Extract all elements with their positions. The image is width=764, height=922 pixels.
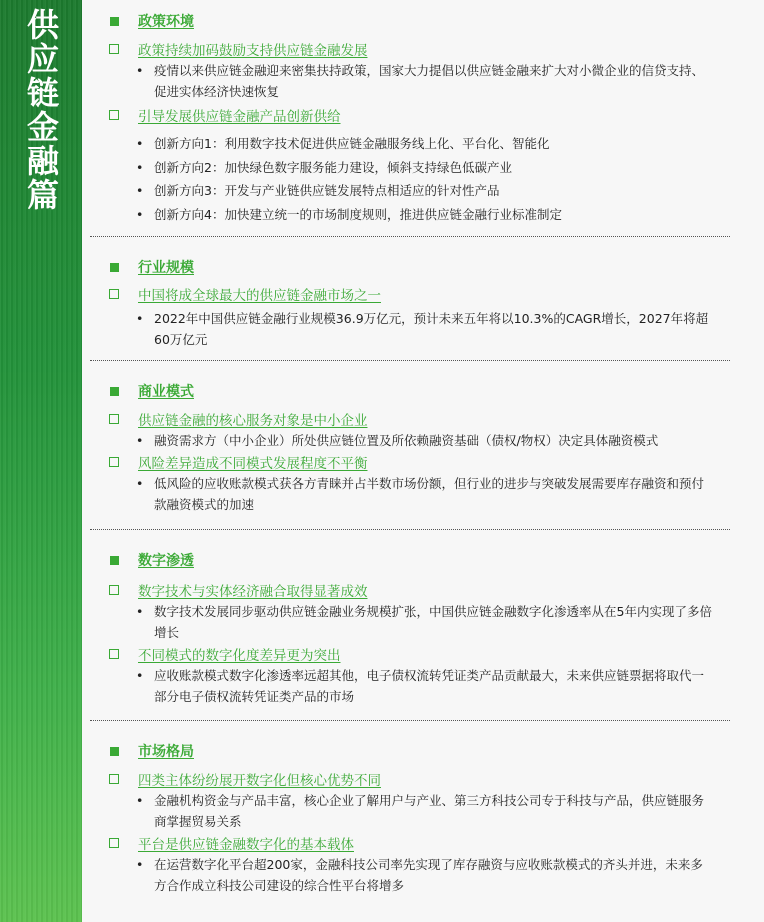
section-market-landscape xyxy=(108,740,714,896)
bullet-icon: • xyxy=(136,311,144,326)
sidebar xyxy=(0,0,82,922)
list-item: • 创新方向1：利用数字技术促进供应链金融服务线上化、平台化、智能化 xyxy=(136,132,714,156)
filled-square-icon xyxy=(110,556,119,565)
subheading-title: 数字技术与实体经济融合取得显著成效 xyxy=(138,584,368,600)
subheading xyxy=(108,643,714,665)
list-item: • 创新方向3：开发与产业链供应链发展特点相适应的针对性产品 xyxy=(136,179,714,203)
bullet-icon: • xyxy=(136,604,144,619)
section-title: 市场格局 xyxy=(138,744,194,760)
list-item: • 创新方向2：加快绿色数字服务能力建设，倾斜支持绿色低碳产业 xyxy=(136,156,714,180)
list-item: • 融资需求方（中小企业）所处供应链位置及所依赖融资基础（债权/物权）决定具体融资模式 xyxy=(136,430,714,451)
list-item: • 疫情以来供应链金融迎来密集扶持政策，国家大力提倡以供应链金融来扩大对小微企业的信贷支持、促进实体经济快速恢复 xyxy=(136,60,714,102)
subheading xyxy=(108,451,714,473)
section-title: 政策环境 xyxy=(138,14,194,30)
hollow-square-icon xyxy=(109,44,119,54)
filled-square-icon xyxy=(110,747,119,756)
bullet-icon: • xyxy=(136,159,144,175)
bullet-icon: • xyxy=(136,433,144,448)
section-divider xyxy=(90,236,730,237)
subheading xyxy=(108,38,714,60)
hollow-square-icon xyxy=(109,110,119,120)
section-title: 商业模式 xyxy=(138,384,194,400)
section-title: 行业规模 xyxy=(138,260,194,276)
section-policy xyxy=(108,10,714,226)
subheading-title: 中国将成全球最大的供应链金融市场之一 xyxy=(138,288,381,304)
hollow-square-icon xyxy=(109,774,119,784)
section-heading xyxy=(108,740,714,762)
list-item: • 2022年中国供应链金融行业规模36.9万亿元，预计未来五年将以10.3%的CAGR增长，2027年将超60万亿元 xyxy=(136,308,714,350)
hollow-square-icon xyxy=(109,838,119,848)
subheading-title: 四类主体纷纷展开数字化但核心优势不同 xyxy=(138,773,381,789)
bullet-icon: • xyxy=(136,476,144,491)
list-item: • 数字技术发展同步驱动供应链金融业务规模扩张，中国供应链金融数字化渗透率从在5年内实现了多倍增长 xyxy=(136,601,714,643)
subheading xyxy=(108,832,714,854)
filled-square-icon xyxy=(110,263,119,272)
subheading-title: 引导发展供应链金融产品创新供给 xyxy=(138,109,341,125)
bullet-icon: • xyxy=(136,63,144,78)
subheading-title: 供应链金融的核心服务对象是中小企业 xyxy=(138,413,368,429)
subheading xyxy=(108,104,714,126)
section-scale xyxy=(108,256,714,350)
subheading xyxy=(108,579,714,601)
subheading-title: 政策持续加码鼓励支持供应链金融发展 xyxy=(138,43,368,59)
section-divider xyxy=(90,529,730,530)
bullet-icon: • xyxy=(136,793,144,808)
list-item: • 在运营数字化平台超200家，金融科技公司率先实现了库存融资与应收账款模式的齐头并进，未来多方合作成立科技公司建设的综合性平台将增多 xyxy=(136,854,714,896)
section-heading xyxy=(108,380,714,402)
filled-square-icon xyxy=(110,17,119,26)
section-title: 数字渗透 xyxy=(138,553,194,569)
list-item: • 低风险的应收账款模式获各方青睐并占半数市场份额，但行业的进步与突破发展需要库存融资和预付款融资模式的加速 xyxy=(136,473,714,515)
bullet-icon: • xyxy=(136,857,144,872)
filled-square-icon xyxy=(110,387,119,396)
bullet-icon: • xyxy=(136,668,144,683)
hollow-square-icon xyxy=(109,457,119,467)
subheading xyxy=(108,768,714,790)
subheading-title: 风险差异造成不同模式发展程度不平衡 xyxy=(138,456,368,472)
subheading xyxy=(108,283,714,305)
subheading xyxy=(108,408,714,430)
hollow-square-icon xyxy=(109,649,119,659)
bullet-icon: • xyxy=(136,183,144,198)
bullet-icon: • xyxy=(136,136,144,151)
section-heading xyxy=(108,549,714,571)
section-heading xyxy=(108,256,714,278)
hollow-square-icon xyxy=(109,414,119,424)
section-heading xyxy=(108,10,714,32)
subheading-title: 不同模式的数字化度差异更为突出 xyxy=(138,648,341,664)
bullet-icon: • xyxy=(136,206,144,222)
hollow-square-icon xyxy=(109,289,119,299)
section-business-model xyxy=(108,380,714,515)
hollow-square-icon xyxy=(109,585,119,595)
section-digital-penetration xyxy=(108,549,714,707)
section-divider xyxy=(90,360,730,361)
section-divider xyxy=(90,720,730,721)
subheading-title: 平台是供应链金融数字化的基本载体 xyxy=(138,837,354,853)
sidebar-title: 供应链金融篇 xyxy=(22,8,60,212)
list-item: • 创新方向4：加快建立统一的市场制度规则，推进供应链金融行业标准制定 xyxy=(136,203,714,227)
list-item: • 金融机构资金与产品丰富，核心企业了解用户与产业、第三方科技公司专于科技与产品，供应链服务商掌握贸易关系 xyxy=(136,790,714,832)
list-item: • 应收账款模式数字化渗透率远超其他，电子债权流转凭证类产品贡献最大，未来供应链票据将取代一部分电子债权流转凭证类产品的市场 xyxy=(136,665,714,707)
